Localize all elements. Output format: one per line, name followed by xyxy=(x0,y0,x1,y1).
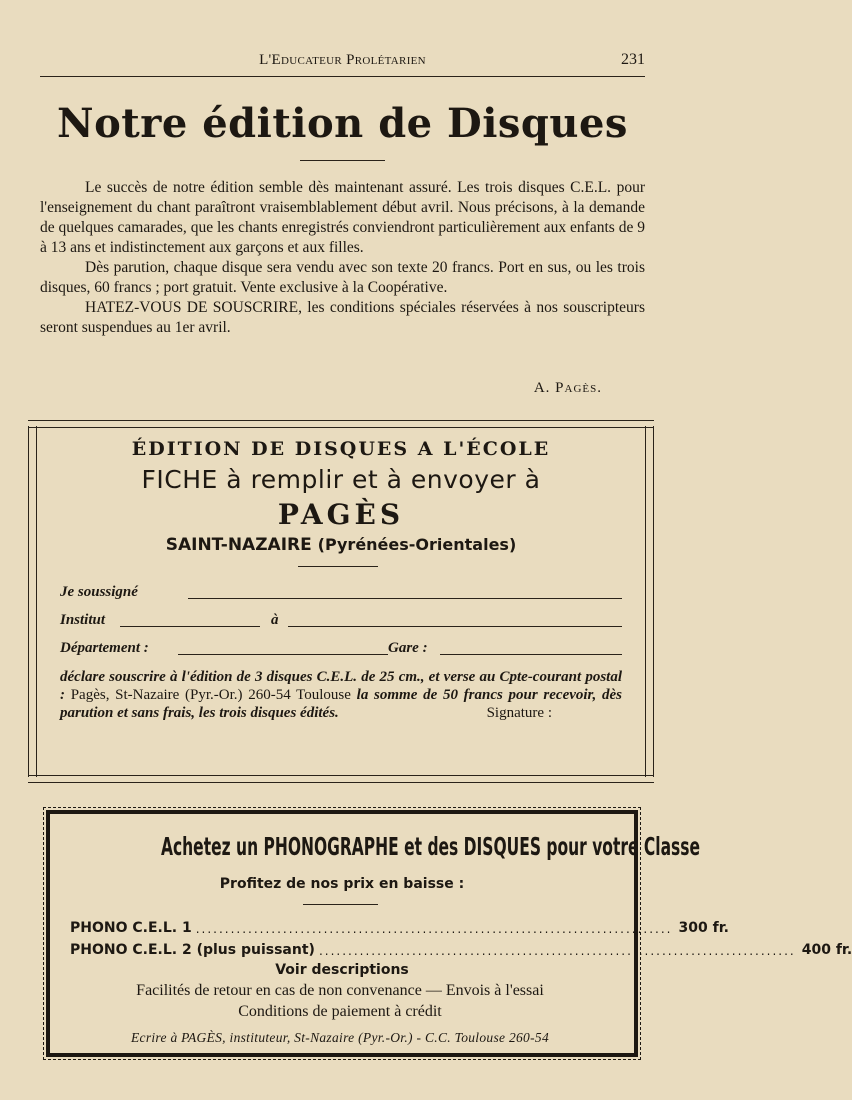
leader-dots: .................................................................................. xyxy=(195,922,673,936)
form-recipient: PAGÈS xyxy=(277,498,405,531)
article-title: Notre édition de Disques xyxy=(57,100,628,147)
phonograph-advert xyxy=(46,810,852,1057)
undersigned-field[interactable] xyxy=(188,598,622,599)
department-field[interactable] xyxy=(178,654,388,655)
institute-field[interactable] xyxy=(120,626,260,627)
order-form xyxy=(28,420,654,783)
declaration-account: Pagès, St-Nazaire (Pyr.-Or.) 260-54 Toulouse xyxy=(70,687,351,703)
advert-title: Achetez un PHONOGRAPHE et des DISQUES pour votre Classe xyxy=(160,832,701,861)
form-heading: ÉDITION DE DISQUES A L'ÉCOLE xyxy=(131,438,551,460)
station-label: Gare : xyxy=(388,640,428,656)
form-rule xyxy=(298,566,378,567)
product-name: PHONO C.E.L. 2 (plus puissant) xyxy=(70,942,315,958)
form-instruction: FICHE à remplir et à envoyer à xyxy=(141,465,541,494)
leader-dots: .................................................................................. xyxy=(318,944,796,958)
product-name: PHONO C.E.L. 1 xyxy=(70,920,192,936)
product-price: 400 fr. xyxy=(801,942,852,958)
form-border-bottom xyxy=(28,775,654,783)
advert-credit: Conditions de paiement à crédit xyxy=(238,1003,442,1020)
product-price: 300 fr. xyxy=(678,920,729,936)
advert-terms: Facilités de retour en cas de non convenance — Envois à l'essai xyxy=(136,982,544,999)
article-paragraph: Le succès de notre édition semble dès maintenant assuré. Les trois disques C.E.L. pour l'enseignement du chant paraîtront vraisemblablement début avril. Nous précisons, à la demande de quelques camarades, que les chants enregistrés conviendront particulièrement aux enfants de 9 à 13 ans et indistinctement aux garçons et aux filles. xyxy=(40,179,645,256)
form-declaration xyxy=(60,668,622,722)
location-field[interactable] xyxy=(288,626,622,627)
price-row xyxy=(70,916,729,936)
declaration-text: déclare souscrire à l'édition de 3 disques C.E.L. de 25 cm., et verse au Cpte-courant postal : xyxy=(60,669,622,703)
advert-descriptions: Voir descriptions xyxy=(275,962,409,978)
department-label: Département : xyxy=(60,640,149,656)
at-label: à xyxy=(271,612,279,628)
institute-label: Institut xyxy=(60,612,106,628)
page-number: 231 xyxy=(621,51,645,68)
running-head xyxy=(40,50,645,77)
declaration-text-2: la somme de 50 francs pour recevoir, dès parution et sans frais, les trois disques édités. xyxy=(60,687,623,721)
running-title: L'Educateur Prolétarien xyxy=(259,52,426,68)
article-body xyxy=(40,178,645,338)
form-region: (Pyrénées-Orientales) xyxy=(317,535,517,554)
form-address xyxy=(28,535,654,555)
advert-contact: Ecrire à PAGÈS, instituteur, St-Nazaire (Pyr.-Or.) - C.C. Toulouse 260-54 xyxy=(130,1030,550,1045)
article-paragraph: Dès parution, chaque disque sera vendu avec son texte 20 francs. Port en sus, ou les trois disques, 60 francs ; port gratuit. Vente exclusive à la Coopérative. xyxy=(40,259,645,296)
advert-rule xyxy=(303,904,378,905)
undersigned-label: Je soussigné xyxy=(60,584,138,600)
article-paragraph: HATEZ-VOUS DE SOUSCRIRE, les conditions spéciales réservées à nos souscripteurs seront suspendues au 1er avril. xyxy=(40,299,645,336)
article-author: A. Pagès. xyxy=(533,380,602,396)
title-rule xyxy=(300,160,385,161)
station-field[interactable] xyxy=(440,654,622,655)
form-city: SAINT-NAZAIRE xyxy=(165,535,312,555)
advert-subtitle: Profitez de nos prix en baisse : xyxy=(219,876,465,892)
signature-label: Signature : xyxy=(486,705,552,721)
price-row xyxy=(70,938,852,958)
form-border-top xyxy=(28,420,654,428)
